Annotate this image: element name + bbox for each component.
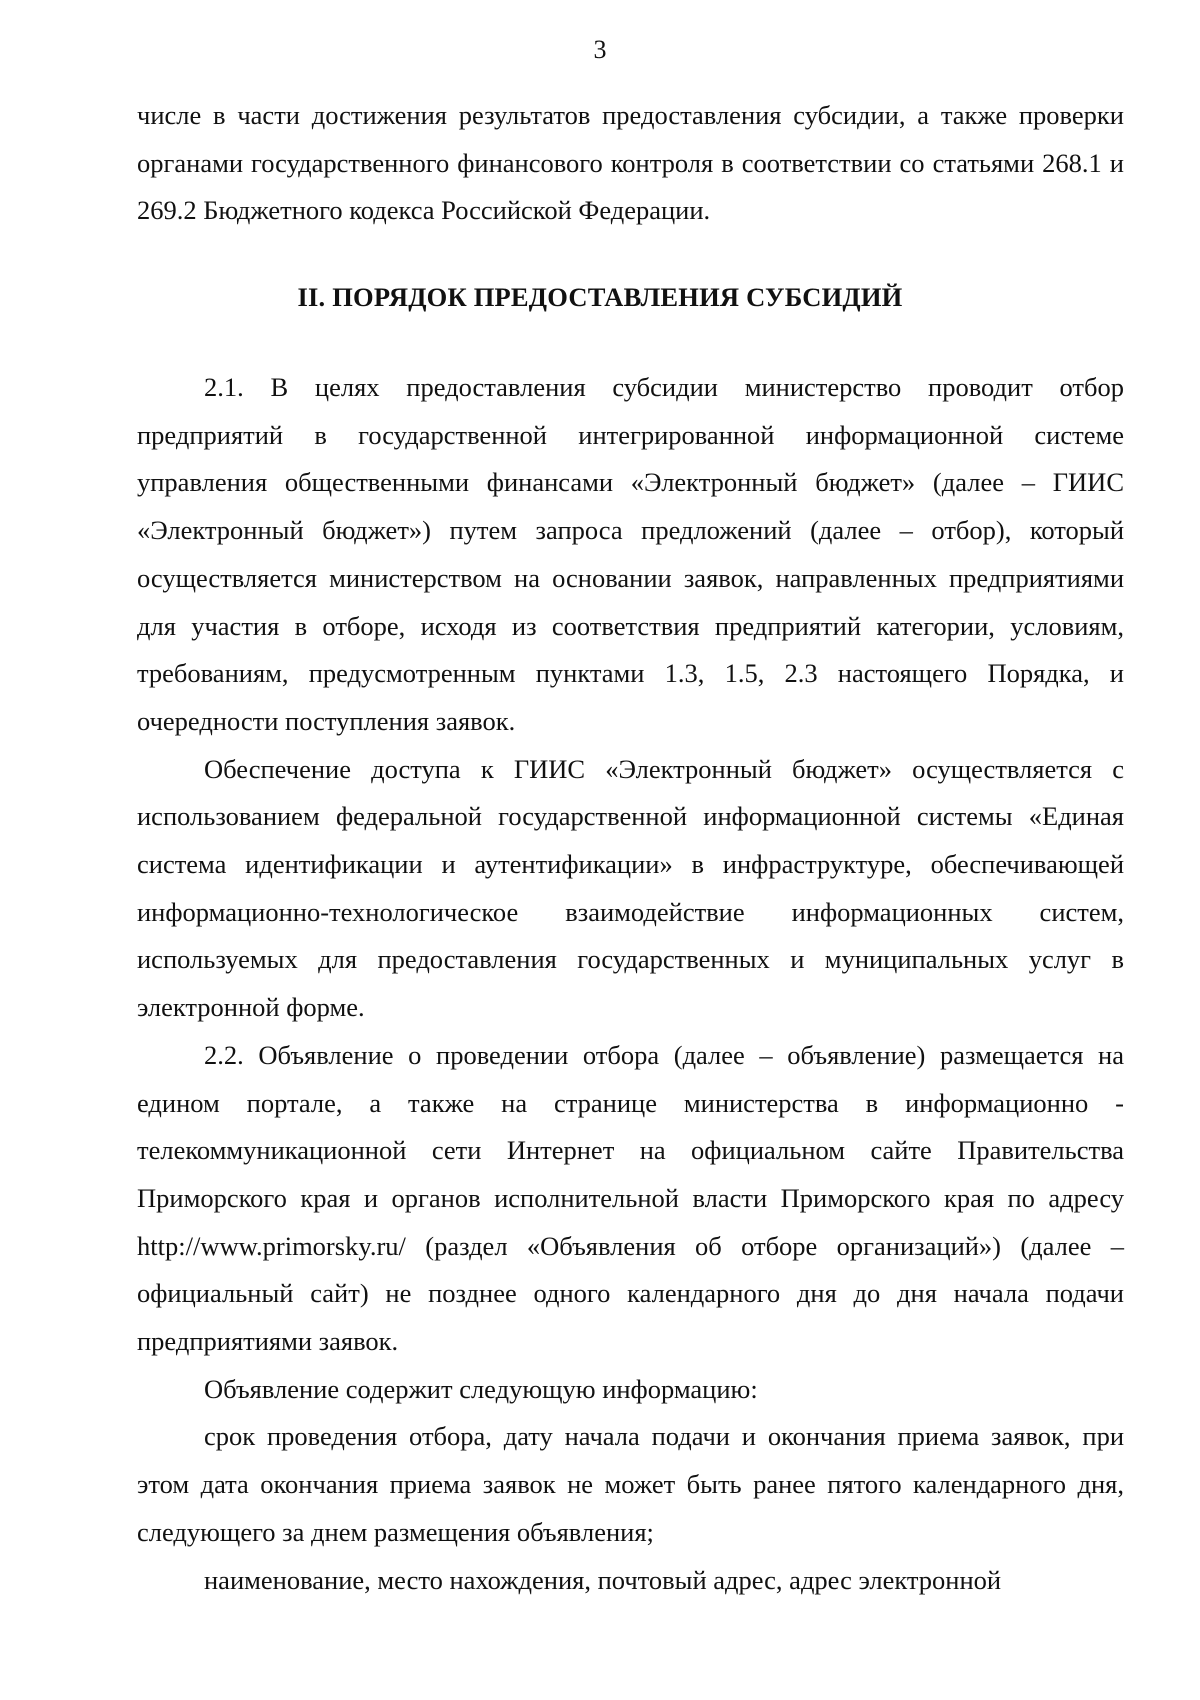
section-heading: II. ПОРЯДОК ПРЕДОСТАВЛЕНИЯ СУБСИДИЙ — [297, 282, 903, 312]
paragraph-announcement-contents: Объявление содержит следующую информацию: — [204, 1373, 758, 1404]
paragraph-2-1: 2.1. В целях предоставления субсидии министерство проводит отбор предприятий в государственной интегрированной информационной системе управления общественными финансами «Электронный бюджет» (далее – ГИИС «Электронный бюджет») путем запроса предложений (далее – отбор), который осуществляется министерством на основании заявок, направленных предприятиями для участия в отборе, исходя из соответствия предприятий категории, условиям, требованиям, предусмотренным пунктами 1.3, 1.5, 2.3 настоящего Порядка, и очередности поступления заявок. — [137, 372, 1124, 736]
paragraph-2-2: 2.2. Объявление о проведении отбора (далее – объявление) размещается на едином портале, а также на странице министерства в информационно - телекоммуникационной сети Интернет на официальном сайте Правительства Приморского края и органов исполнительной власти Приморского края по адресу http://www.primorsky.ru/ (раздел «Объявления об отборе организаций») (далее – официальный сайт) не позднее одного календарного дня до дня начала подачи предприятиями заявок. — [137, 1039, 1124, 1357]
page-number: 3 — [593, 35, 607, 64]
main-text-block — [137, 364, 1124, 1604]
intro-paragraph: числе в части достижения результатов предоставления субсидии, а также проверки органами государственного финансового контроля в соответствии со статьями 268.1 и 269.2 Бюджетного кодекса Российской Федерации. — [137, 100, 1124, 226]
paragraph-name-location: наименование, место нахождения, почтовый адрес, адрес электронной — [204, 1564, 1002, 1595]
paragraph-access: Обеспечение доступа к ГИИС «Электронный бюджет» осуществляется с использованием федеральной государственной информационной системы «Единая система идентификации и аутентификации» в инфраструктуре, обеспечивающей информационно-технологическое взаимодействие информационных систем, используемых для предоставления государственных и муниципальных услуг в электронной форме. — [137, 753, 1124, 1023]
intro-text-block — [137, 92, 1124, 235]
paragraph-deadline: срок проведения отбора, дату начала подачи и окончания приема заявок, при этом дата окончания приема заявок не может быть ранее пятого календарного дня, следующего за днем размещения объявления; — [137, 1421, 1124, 1547]
